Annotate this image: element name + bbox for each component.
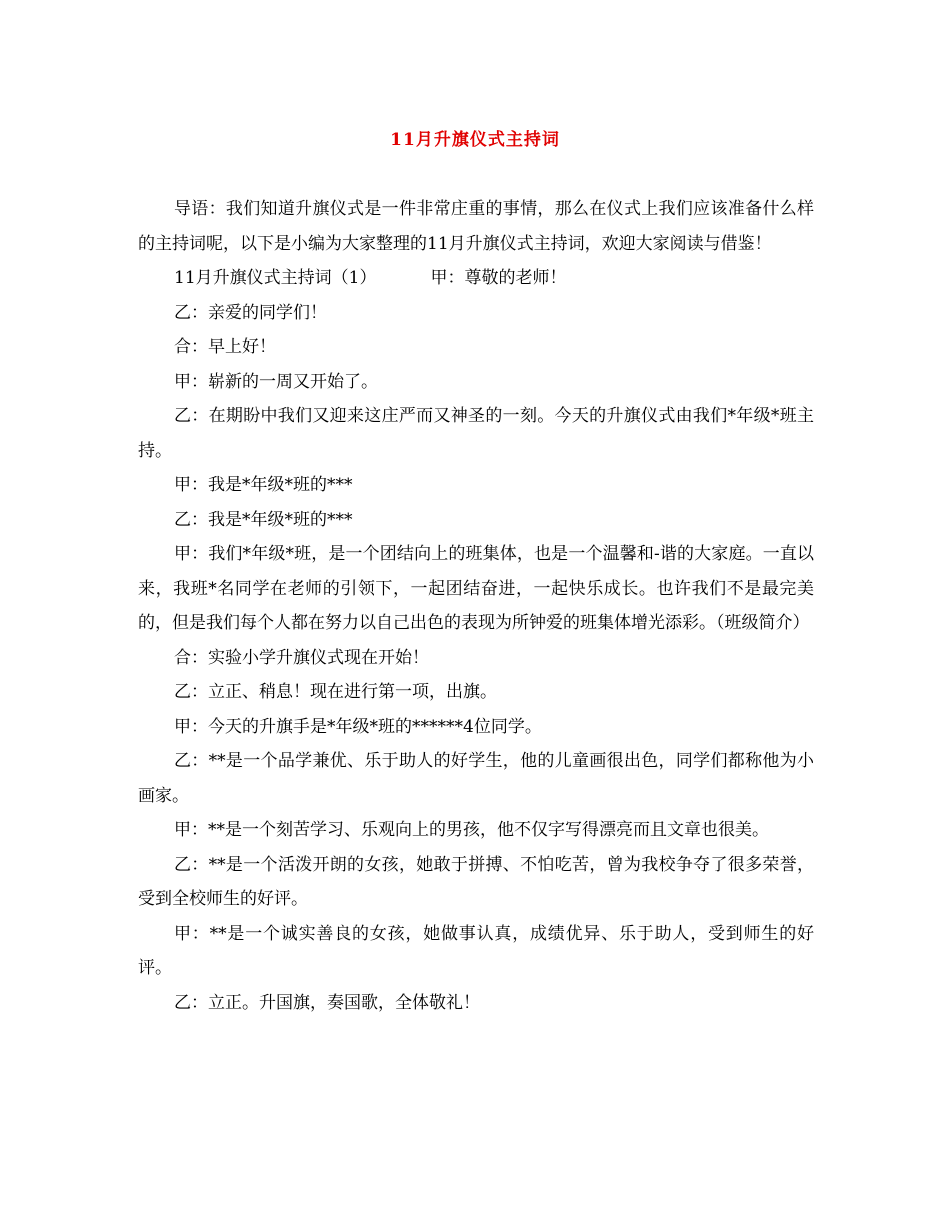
paragraph: 乙：在期盼中我们又迎来这庄严而又神圣的一刻。今天的升旗仪式由我们*年级*班主持。 (138, 406, 814, 461)
paragraph: 合：早上好！ (174, 337, 276, 357)
paragraph: 甲：崭新的一周又开始了。 (174, 371, 378, 392)
document-body (138, 192, 814, 1020)
paragraph: 乙：我是*年级*班的*** (174, 509, 353, 530)
paragraph: 甲：**是一个刻苦学习、乐观向上的男孩，他不仅字写得漂亮而且文章也很美。 (174, 820, 769, 840)
paragraph: 乙：**是一个活泼开朗的女孩，她敢于拼搏、不怕吃苦，曾为我校争夺了很多荣誉，受到全校师生的好评。 (138, 854, 814, 909)
paragraph: 甲：我们*年级*班，是一个团结向上的班集体，也是一个温馨和-谐的大家庭。一直以来，我班*名同学在老师的引领下，一起团结奋进，一起快乐成长。也许我们不是最完美的，但是我们每个人都在努力以自己出色的表现为所钟爱的班集体增光添彩。（班级简介） (138, 544, 814, 633)
paragraph: 合：实验小学升旗仪式现在开始！ (174, 647, 429, 668)
paragraph: 乙：立正。升国旗，奏国歌，全体敬礼！ (174, 992, 480, 1013)
paragraph-section-heading (138, 261, 814, 296)
paragraph-intro: 导语：我们知道升旗仪式是一件非常庄重的事情，那么在仪式上我们应该准备什么样的主持词呢，以下是小编为大家整理的11月升旗仪式主持词，欢迎大家阅读与借鉴！ (138, 199, 814, 254)
section-heading: 11月升旗仪式主持词（1） (174, 268, 377, 288)
paragraph: 甲：今天的升旗手是*年级*班的******4位同学。 (174, 716, 542, 737)
line-jia-greeting: 甲：尊敬的老师！ (430, 268, 567, 288)
paragraph: 乙：亲爱的同学们！ (174, 302, 327, 323)
paragraph: 甲：**是一个诚实善良的女孩，她做事认真，成绩优异、乐于助人，受到师生的好评。 (138, 923, 814, 978)
paragraph: 乙：**是一个品学兼优、乐于助人的好学生，他的儿童画很出色，同学们都称他为小画家。 (138, 751, 814, 806)
document-title: 11月升旗仪式主持词 (390, 130, 560, 150)
paragraph: 乙：立正、稍息！现在进行第一项，出旗。 (174, 682, 497, 702)
paragraph: 甲：我是*年级*班的*** (174, 475, 353, 495)
